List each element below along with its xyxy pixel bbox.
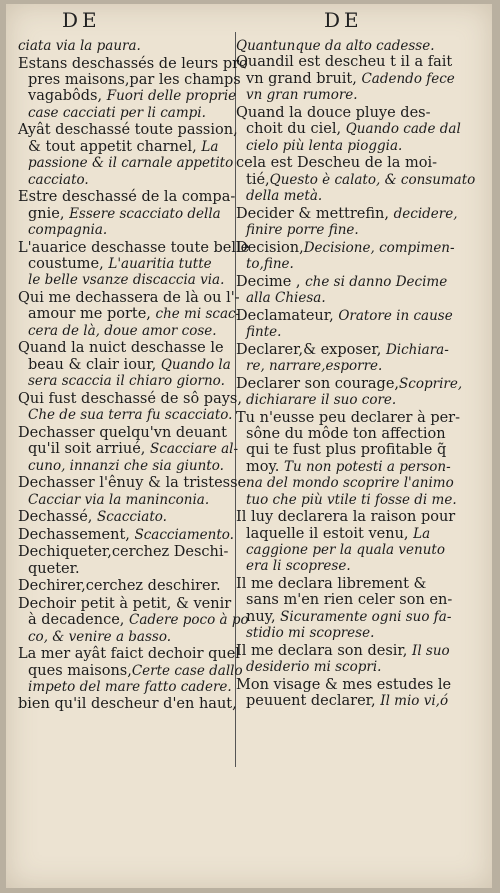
entry-line [18, 475, 247, 492]
italian-text: Questo è calato, & consumato [269, 171, 476, 188]
dictionary-entry [236, 509, 462, 575]
italian-text: sera scaccia il chiaro giorno. [28, 373, 225, 390]
entry-line [236, 87, 462, 103]
italian-text: La [413, 525, 431, 542]
entry-line [18, 441, 239, 458]
italian-text: Scoprire, [399, 375, 463, 392]
dictionary-entry [18, 475, 247, 508]
entry-line [18, 492, 230, 508]
entry-line [236, 121, 462, 137]
french-text: laquelle il estoit venu, [246, 525, 414, 542]
entry-line [18, 72, 241, 88]
italian-text: Oratore in cause [338, 307, 453, 324]
dictionary-entry [236, 677, 462, 710]
french-text: Il me declara librement & [236, 576, 427, 593]
entry-line [236, 576, 462, 592]
italian-text: L'auaritia tutte [108, 256, 212, 273]
entry-line [236, 188, 462, 204]
french-text: cela est Descheu de la moi- [236, 155, 438, 172]
dictionary-entry [236, 155, 476, 205]
french-text: Il luy declarera la raison pour [236, 509, 456, 526]
italian-text: Cacciar via la maninconia. [28, 491, 210, 508]
dictionary-entry [18, 578, 230, 594]
entry-line [18, 155, 234, 172]
entry-line [236, 38, 462, 54]
french-text: Declamateur, [236, 307, 339, 324]
italian-text: compagnia. [28, 222, 108, 239]
french-text: Dechasser quelqu'vn deuant [18, 424, 227, 441]
entry-line [18, 526, 234, 543]
entry-line [236, 625, 462, 641]
entry-line [18, 189, 236, 206]
italian-text: passione & il carnale appetito [28, 155, 234, 172]
italian-text: Decisione, compimen- [303, 239, 455, 256]
entry-line [18, 629, 230, 645]
entry-line [18, 139, 230, 155]
dictionary-entry [18, 239, 250, 289]
french-text: qu'il soit arriué, [28, 441, 151, 458]
entry-line [18, 172, 230, 188]
entry-line [236, 509, 462, 525]
entry-line [236, 105, 462, 121]
entry-line [18, 662, 243, 679]
dictionary-entry [236, 105, 462, 154]
entry-line [18, 679, 230, 695]
running-head-right: DE [324, 8, 363, 32]
french-text: La mer ayât faict dechoir quel [18, 646, 240, 663]
french-text: bien qu'il descheur d'en haut, [18, 695, 237, 712]
french-text: Tu n'eusse peu declarer à per- [236, 409, 461, 426]
dictionary-entry [236, 643, 462, 676]
entry-line [236, 54, 462, 70]
italian-text: era li scoprese. [246, 558, 351, 575]
italian-text: dichiarare il suo core. [246, 392, 397, 409]
entry-line [236, 693, 462, 709]
entry-line [236, 677, 462, 693]
italian-text: re, narrare,esporre. [246, 358, 383, 375]
french-text: qui te fust plus profitable q̃ [246, 442, 447, 459]
italian-text: Scacciare al- [150, 441, 239, 458]
french-text: Declarer son courage, [236, 375, 400, 392]
entry-line [18, 509, 230, 525]
entry-line [18, 357, 230, 373]
book-page [6, 4, 492, 888]
entry-line [18, 239, 250, 256]
entry-line [18, 561, 230, 577]
italian-text: cuno, innanzi che sia giunto. [28, 457, 224, 474]
italian-text: cielo più lenta pioggia. [246, 137, 403, 154]
french-text: beau & clair iour, [28, 356, 161, 373]
french-text: gnie, [28, 205, 70, 222]
italian-text: finire porre fine. [246, 222, 359, 239]
dictionary-entry [18, 544, 230, 577]
entry-line [18, 578, 230, 594]
entry-line [18, 323, 230, 339]
entry-line [236, 256, 462, 272]
italian-text: to,fine. [246, 256, 294, 273]
entry-line [18, 612, 249, 629]
entry-line [236, 171, 476, 188]
french-text: peuuent declarer, [246, 693, 381, 710]
entry-line [236, 475, 462, 491]
running-head-left: DE [62, 8, 101, 32]
entry-line [236, 659, 462, 675]
dictionary-entry [236, 240, 462, 273]
entry-line [236, 358, 462, 374]
french-text: amour me porte, [28, 306, 156, 323]
left-column [18, 38, 250, 713]
dictionary-entry [18, 55, 248, 122]
entry-line [236, 342, 462, 358]
entry-line [236, 592, 462, 608]
dictionary-entry [18, 596, 249, 645]
dictionary-entry [18, 340, 230, 389]
dictionary-entry [18, 509, 230, 525]
entry-line [236, 410, 462, 426]
entry-line [236, 71, 462, 87]
italian-text: Essere scacciato della [69, 205, 221, 222]
french-text: Decider & mettrefin, [236, 205, 394, 222]
entry-line [18, 544, 230, 560]
italian-text: Fuori delle proprie [106, 88, 237, 105]
french-text: choit du ciel, [246, 121, 346, 138]
french-text: coustume, [28, 256, 109, 273]
dictionary-entry [18, 390, 242, 424]
italian-text: caggione per la quala venuto [246, 542, 445, 559]
entry-line [18, 122, 238, 139]
italian-text: decidere, [393, 205, 458, 222]
italian-text: Certe case dallo [131, 662, 243, 679]
french-text: Dechassé, [18, 509, 97, 526]
french-text: & tout appetit charnel, [28, 138, 202, 155]
dictionary-entry [18, 38, 230, 54]
entry-line [18, 407, 233, 424]
french-text: L'auarice deschasse toute belle [18, 239, 250, 256]
italian-text: Quando cade dal [345, 121, 461, 138]
dictionary-entry [18, 526, 234, 543]
entry-line [18, 306, 241, 323]
dictionary-entry [236, 576, 462, 642]
entry-line [18, 425, 230, 441]
entry-line [236, 492, 462, 508]
french-text: Ayât deschassé toute passion, [18, 122, 238, 139]
french-text: Decime , [236, 273, 306, 290]
dictionary-entry [236, 274, 462, 307]
french-text: sône du môde ton affection [246, 426, 446, 443]
french-text: Estans deschassés de leurs pro [18, 55, 248, 72]
italian-text: La [201, 138, 219, 155]
entry-line [18, 373, 230, 389]
italian-text: Cadendo fece [361, 70, 455, 87]
entry-line [236, 609, 462, 625]
italian-text: le belle vsanze discaccia via. [28, 272, 225, 289]
entry-line [18, 256, 230, 272]
italian-text: tuo che più vtile ti fosse di me. [246, 491, 457, 508]
entry-line [18, 646, 240, 663]
italian-text: Tu non potesti a person- [283, 458, 451, 475]
entry-line [236, 138, 462, 154]
french-text: Qui me dechassera de là ou l'- [18, 290, 240, 307]
french-text: Declarer,& exposer, [236, 341, 386, 358]
italian-text: della metà. [246, 188, 323, 205]
french-text: Estre deschassé de la compa- [18, 189, 236, 206]
french-text: Dechiqueter,cerchez Deschi- [18, 544, 229, 561]
entry-line [236, 222, 462, 238]
entry-line [18, 55, 248, 72]
french-text: Mon visage & mes estudes le [236, 676, 452, 693]
entry-line [18, 105, 230, 121]
dictionary-entry [236, 38, 462, 104]
entry-line [236, 442, 462, 458]
french-text: Quand la nuict deschasse le [18, 340, 224, 357]
dictionary-entry [18, 189, 236, 239]
french-text: Dechassement, [18, 526, 135, 543]
entry-line [236, 542, 462, 558]
entry-line [236, 426, 462, 442]
entry-line [18, 222, 230, 238]
italian-text: Che de sua terra fu scacciato. [28, 407, 233, 424]
french-text: Il me declara son desir, [236, 642, 412, 659]
italian-text: Il suo [411, 642, 450, 659]
entry-line [236, 459, 462, 475]
french-text: nuy, [246, 608, 281, 625]
italian-text: ciata via la paura. [18, 38, 141, 54]
italian-text: Il mio vi,ó [380, 693, 449, 710]
entry-line [236, 392, 462, 408]
italian-text: desiderio mi scopri. [246, 659, 382, 676]
french-text: Decision, [236, 239, 304, 256]
french-text: moy. [246, 458, 284, 475]
italian-text: co, & venire a basso. [28, 628, 172, 645]
entry-line [236, 290, 462, 306]
french-text: queter. [28, 560, 80, 577]
entry-line [236, 155, 462, 171]
french-text: vagabôds, [28, 88, 107, 105]
french-text: Dechoir petit à petit, & venir [18, 596, 232, 613]
dictionary-entry [18, 646, 243, 712]
dictionary-entry [236, 376, 462, 409]
french-text: Dechirer,cerchez deschirer. [18, 578, 221, 595]
dictionary-entry [18, 424, 239, 474]
french-text: Quand la douce pluye des- [236, 104, 431, 121]
dictionary-entry [236, 410, 462, 508]
italian-text: Dichiara- [385, 341, 449, 358]
entry-line [18, 390, 242, 407]
italian-text: Scacciamento. [134, 526, 234, 543]
italian-text: Cadere poco à po [129, 612, 249, 629]
entry-line [236, 324, 462, 340]
entry-line [236, 376, 462, 392]
entry-line [18, 88, 237, 105]
entry-line [18, 38, 230, 54]
italian-text: Quando la [160, 356, 231, 373]
entry-line [236, 206, 462, 222]
french-text: pres maisons,par les champs [28, 72, 241, 88]
italian-text: finte. [246, 324, 282, 341]
italian-text: alla Chiesa. [246, 290, 326, 307]
dictionary-entry [18, 290, 241, 339]
italian-text: impeto del mare fatto cadere. [28, 679, 232, 696]
entry-line [18, 596, 230, 612]
right-column [236, 38, 476, 711]
french-text: vn grand bruit, [246, 70, 362, 87]
entry-line [18, 206, 230, 222]
french-text: à decadence, [28, 612, 130, 629]
french-text: tié, [246, 171, 270, 188]
entry-line [236, 558, 462, 574]
italian-text: che si danno Decime [305, 273, 448, 290]
entry-line [18, 290, 240, 307]
entry-line [236, 526, 462, 542]
entry-line [236, 308, 462, 324]
entry-line [18, 695, 237, 712]
italian-text: case cacciati per li campi. [28, 104, 206, 121]
italian-text: cacciato. [28, 171, 89, 188]
italian-text: Scacciato. [97, 509, 167, 526]
entry-line [18, 340, 230, 356]
entry-line [18, 272, 230, 288]
entry-line [236, 274, 462, 290]
dictionary-entry [236, 308, 462, 341]
italian-text: vn gran rumore. [246, 87, 358, 104]
dictionary-entry [236, 206, 462, 239]
dictionary-entry [18, 122, 238, 188]
italian-text: Sicuramente ogni suo fa- [280, 608, 452, 625]
french-text: Dechasser l'ênuy & la tristesse [18, 475, 247, 492]
italian-text: cera de là, doue amor cose. [28, 322, 217, 339]
italian-text: che mi scac- [155, 306, 241, 323]
entry-line [18, 458, 230, 474]
italian-text: na del mondo scoprire l'animo [246, 475, 454, 492]
entry-line [236, 643, 462, 659]
italian-text: stidio mi scoprese. [246, 625, 375, 642]
french-text: sans m'en rien celer son en- [246, 592, 453, 609]
french-text: Quandil est descheu t il a fait [236, 54, 453, 71]
french-text: Qui fust deschassé de sô pays, [18, 390, 242, 407]
dictionary-entry [236, 342, 462, 375]
french-text: ques maisons, [28, 662, 132, 679]
entry-line [236, 240, 462, 256]
italian-text: Quantunque da alto cadesse. [236, 38, 435, 54]
